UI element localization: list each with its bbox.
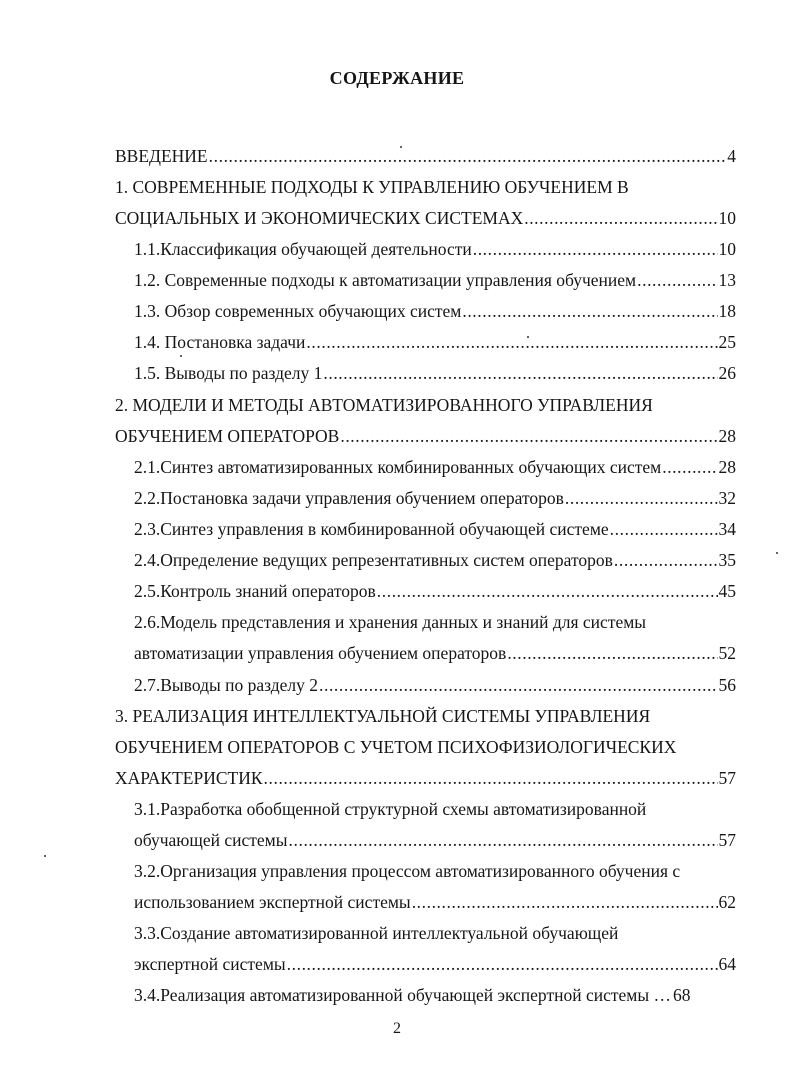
toc-entry-label: 1.1.Классификация обучающей деятельности [134,239,472,259]
toc-page-number: 62 [718,892,736,912]
toc-leader-dots [614,547,718,573]
toc-entry-label: ОБУЧЕНИЕМ ОПЕРАТОРОВ [115,426,340,446]
page-number: 2 [393,1020,401,1037]
toc-entry-1-3 [134,298,736,324]
toc-entry-label: 2.3.Синтез управления в комбинированной обучающей системе [134,519,609,539]
toc-page-number: 10 [718,239,736,259]
toc-entry-3-1 [134,827,736,853]
toc-entry-label: 1.4. Постановка задачи [134,332,306,352]
toc-entry-2-4 [134,547,736,573]
toc-entry-label: 3.4.Реализация автоматизированной обучающей экспертной системы … [134,985,671,1005]
scan-speck [180,355,182,357]
toc-leader-dots [289,827,718,853]
toc-page-number: 18 [718,301,736,321]
toc-entry-1-4 [134,329,736,355]
toc-leader-dots [462,298,717,324]
toc-entry-label: экспертной системы [134,954,286,974]
scan-speck [44,855,46,857]
toc-entry-2-1 [134,454,736,480]
toc-section-1-title-line1: 1. СОВРЕМЕННЫЕ ПОДХОДЫ К УПРАВЛЕНИЮ ОБУЧЕНИЕМ В [115,177,629,197]
toc-entry-label: 2.7.Выводы по разделу 2 [134,675,318,695]
toc-page-number: 10 [718,208,736,228]
toc-page-number: 26 [718,363,736,383]
toc-page-number: 4 [727,146,736,166]
toc-leader-dots [287,951,718,977]
toc-entry-2-6-line1: 2.6.Модель представления и хранения данных и знаний для системы [134,612,647,632]
toc-entry-2-3 [134,516,736,542]
toc-section-3-title-line1: 3. РЕАЛИЗАЦИЯ ИНТЕЛЛЕКТУАЛЬНОЙ СИСТЕМЫ УПРАВЛЕНИЯ [115,706,651,726]
toc-leader-dots [209,143,727,169]
toc-entry-2-5 [134,578,736,604]
toc-entry-label: 1.5. Выводы по разделу 1 [134,363,323,383]
toc-leader-dots [507,640,717,666]
scan-speck [527,336,529,338]
toc-entry-label: 2.5.Контроль знаний операторов [134,581,376,601]
toc-leader-dots [264,765,718,791]
toc-leader-dots [412,889,718,915]
toc-leader-dots [662,454,717,480]
scan-speck [400,146,402,148]
toc-page-number: 28 [718,457,736,477]
toc-entry-2-2 [134,485,736,511]
toc-entry-1-2 [134,267,736,293]
toc-entry-label: 2.1.Синтез автоматизированных комбинированных обучающих систем [134,457,662,477]
toc-leader-dots [524,205,717,231]
toc-page-number: 25 [718,332,736,352]
toc-entry-3-2-line1: 3.2.Организация управления процессом автоматизированного обучения с [134,861,681,881]
toc-leader-dots [610,516,718,542]
scan-speck [776,552,778,554]
toc-page-number: 57 [718,768,736,788]
toc-leader-dots [565,485,718,511]
toc-leader-dots [637,267,717,293]
toc-entry-section-3 [115,765,736,791]
toc-leader-dots [340,423,717,449]
toc-entry-label: 2.2.Постановка задачи управления обучением операторов [134,488,564,508]
toc-page-number: 45 [718,581,736,601]
page-title: СОДЕРЖАНИЕ [329,68,465,88]
toc-entry-label: обучающей системы [134,830,288,850]
toc-entry-introduction [115,143,736,169]
toc-leader-dots [319,672,718,698]
toc-entry-2-7 [134,672,736,698]
toc-page-number: 57 [718,830,736,850]
toc-section-3-title-line2: ОБУЧЕНИЕМ ОПЕРАТОРОВ С УЧЕТОМ ПСИХОФИЗИОЛОГИЧЕСКИХ [115,737,677,757]
toc-entry-label: автоматизации управления обучением операторов [134,643,507,663]
toc-entry-3-1-line1: 3.1.Разработка обобщенной структурной схемы автоматизированной [134,799,647,819]
toc-page-number: 32 [718,488,736,508]
toc-entry-3-4 [134,982,736,1008]
toc-leader-dots [323,360,717,386]
toc-page-number: 56 [718,675,736,695]
toc-page-number: 35 [718,550,736,570]
toc-entry-label: использованием экспертной системы [134,892,411,912]
toc-leader-dots [377,578,718,604]
toc-entry-3-2 [134,889,736,915]
toc-entry-section-1 [115,205,736,231]
toc-entry-label: 1.2. Современные подходы к автоматизации управления обучением [134,270,637,290]
toc-leader-dots [473,236,718,262]
toc-page-number: 52 [718,643,736,663]
toc-page-number: 28 [718,426,736,446]
toc-entry-1-1 [134,236,736,262]
toc-entry-3-3-line1: 3.3.Создание автоматизированной интеллектуальной обучающей [134,923,619,943]
toc-section-2-title-line1: 2. МОДЕЛИ И МЕТОДЫ АВТОМАТИЗИРОВАННОГО УПРАВЛЕНИЯ [115,395,653,415]
toc-page-number: 34 [718,519,736,539]
toc-entry-label: ВВЕДЕНИЕ [115,146,208,166]
toc-entry-label: СОЦИАЛЬНЫХ И ЭКОНОМИЧЕСКИХ СИСТЕМАХ [115,208,524,228]
toc-entry-2-6 [134,640,736,666]
toc-leader-dots [306,329,717,355]
toc-page-number: 13 [718,270,736,290]
toc-entry-1-5 [134,360,736,386]
toc-entry-section-2 [115,423,736,449]
toc-entry-label: 1.3. Обзор современных обучающих систем [134,301,462,321]
toc-entry-label: 2.4.Определение ведущих репрезентативных систем операторов [134,550,613,570]
toc-page-number: 68 [672,985,691,1005]
toc-entry-3-3 [134,951,736,977]
toc-page-number: 64 [718,954,736,974]
toc-entry-label: ХАРАКТЕРИСТИК [115,768,263,788]
